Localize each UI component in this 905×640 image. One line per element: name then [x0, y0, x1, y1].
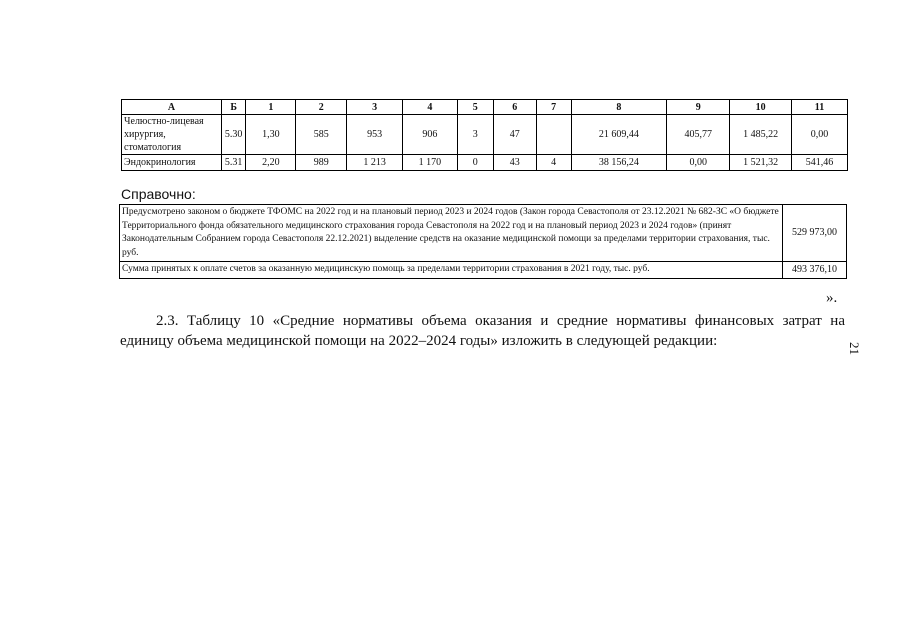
table-cell: 0,00	[667, 155, 730, 171]
column-header: 1	[246, 100, 296, 115]
row-name-line: стоматология	[124, 142, 182, 153]
table-cell: 541,46	[792, 155, 848, 171]
column-header: 5	[457, 100, 493, 115]
page-number: 21	[847, 342, 862, 355]
table-cell: 405,77	[667, 115, 730, 155]
reference-text: Сумма принятых к оплате счетов за оказанную медицинскую помощь за пределами территории страхования в 2021 году, тыс. руб.	[120, 262, 783, 279]
row-name-cell	[122, 155, 222, 171]
column-header: 3	[347, 100, 403, 115]
table-cell: 585	[296, 115, 347, 155]
column-header: 11	[792, 100, 848, 115]
reference-table	[119, 204, 847, 279]
row-name-line: Челюстно-лицевая	[124, 116, 204, 127]
table-cell: 3	[457, 115, 493, 155]
row-name-line: Эндокринология	[124, 157, 196, 168]
table-cell: 1 213	[347, 155, 403, 171]
table-cell: 0,00	[792, 115, 848, 155]
table-cell: 1 170	[403, 155, 458, 171]
column-header: 2	[296, 100, 347, 115]
column-header: 6	[493, 100, 536, 115]
reference-title: Справочно:	[121, 186, 196, 202]
table-cell: 5.31	[221, 155, 246, 171]
reference-row	[120, 262, 847, 279]
column-header: А	[122, 100, 222, 115]
closing-quote: ».	[826, 290, 838, 306]
table-cell: 2,20	[246, 155, 296, 171]
table-cell: 47	[493, 115, 536, 155]
table-cell: 906	[403, 115, 458, 155]
table-header-row	[122, 100, 848, 115]
norms-table	[121, 99, 848, 171]
reference-value: 529 973,00	[783, 205, 847, 262]
column-header: 10	[730, 100, 792, 115]
row-name-cell	[122, 115, 222, 155]
row-name-line: хирургия,	[124, 129, 166, 140]
table-row	[122, 115, 848, 155]
table-cell: 953	[347, 115, 403, 155]
table-cell: 1 521,32	[730, 155, 792, 171]
table-cell: 4	[536, 155, 571, 171]
table-cell: 38 156,24	[571, 155, 667, 171]
column-header: 7	[536, 100, 571, 115]
table-cell: 0	[457, 155, 493, 171]
table-row	[122, 155, 848, 171]
body-paragraph: 2.3. Таблицу 10 «Средние нормативы объема оказания и средние нормативы финансовых затрат на единицу объема медицинской помощи на 2022–2024 годы» изложить в следующей редакции:	[120, 313, 845, 349]
reference-text: Предусмотрено законом о бюджете ТФОМС на 2022 год и на плановый период 2023 и 2024 годов (Закон города Севастополя от 23.12.2021 № 682-ЗС «О бюджете Территориального фонда обязательного медицинского страхования города Севастополя на 2022 год и на плановый период 2023 и 2024 годов» (принят Законодательным Собранием города Севастополя 22.12.2021) выделение средств на оказание медицинской помощи за пределами территории страхования, тыс. руб.	[120, 205, 783, 262]
table-cell: 1,30	[246, 115, 296, 155]
table-cell: 21 609,44	[571, 115, 667, 155]
table-cell: 5.30	[221, 115, 246, 155]
column-header: Б	[221, 100, 246, 115]
column-header: 9	[667, 100, 730, 115]
table-cell	[536, 115, 571, 155]
reference-row	[120, 205, 847, 262]
column-header: 8	[571, 100, 667, 115]
table-cell: 43	[493, 155, 536, 171]
reference-value: 493 376,10	[783, 262, 847, 279]
column-header: 4	[403, 100, 458, 115]
table-cell: 1 485,22	[730, 115, 792, 155]
table-cell: 989	[296, 155, 347, 171]
